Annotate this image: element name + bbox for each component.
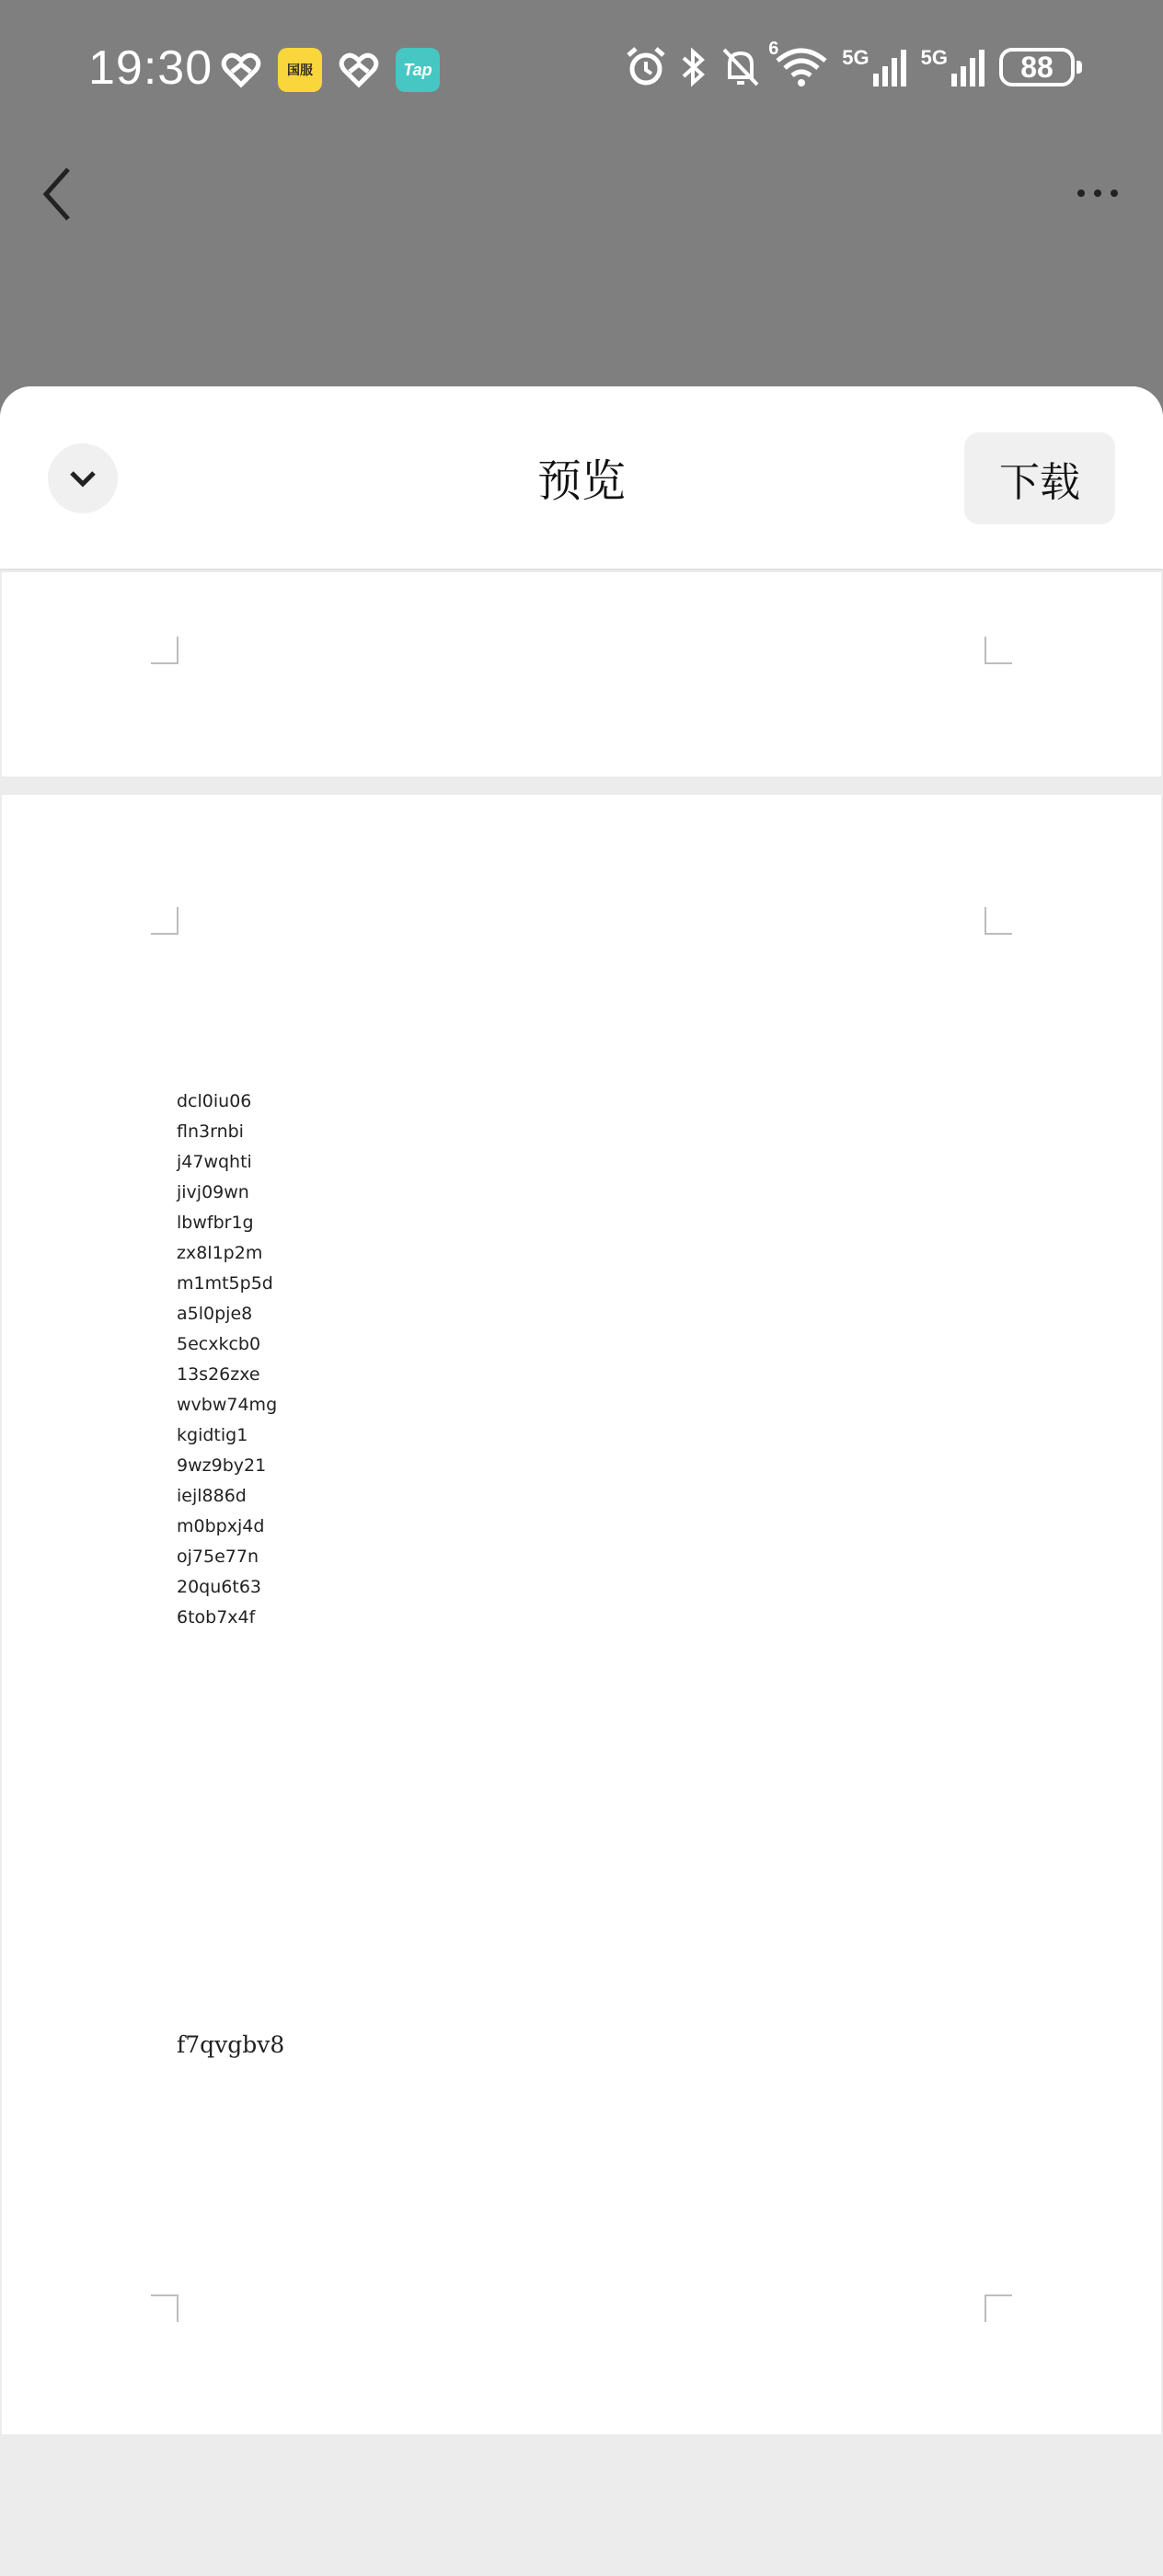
document-text-line: oj75e77n xyxy=(177,1547,259,1567)
wifi-label: 6 xyxy=(768,39,779,59)
crop-mark xyxy=(985,2294,1012,2322)
crop-mark xyxy=(985,907,1012,935)
app-badge-icon: 国服 xyxy=(278,48,322,92)
sheet-header xyxy=(0,386,1163,570)
document-text-line: 9wz9by21 xyxy=(177,1455,267,1476)
status-notification-icons xyxy=(221,48,440,92)
alarm-icon xyxy=(625,46,667,88)
heart-app-icon xyxy=(339,52,379,88)
document-text-line: a5l0pje8 xyxy=(177,1304,253,1324)
document-text-line: kgidtig1 xyxy=(177,1425,248,1445)
document-text-line: f7qvgbv8 xyxy=(177,2031,285,2058)
wifi-icon xyxy=(768,39,829,88)
more-dots-icon xyxy=(1094,190,1101,197)
document-text-line: zx8l1p2m xyxy=(177,1243,263,1263)
more-dots-icon xyxy=(1077,190,1085,197)
document-text-line: dcl0iu06 xyxy=(177,1091,252,1111)
back-button[interactable] xyxy=(33,162,88,226)
chevron-left-icon xyxy=(33,162,88,226)
crop-mark xyxy=(151,2294,178,2322)
network-type-label: 5G xyxy=(842,46,869,69)
document-text-line: 6tob7x4f xyxy=(177,1607,256,1627)
document-text-line: wvbw74mg xyxy=(177,1395,278,1415)
network-type-label: 5G xyxy=(920,46,948,69)
crop-mark xyxy=(151,637,178,664)
document-text-line: lbwfbr1g xyxy=(177,1213,254,1233)
heart-app-icon xyxy=(221,52,261,88)
preview-sheet xyxy=(0,386,1163,2576)
document-text-line: fln3rnbi xyxy=(177,1121,244,1142)
document-page xyxy=(2,572,1161,776)
more-options-button[interactable] xyxy=(1065,175,1130,212)
crop-mark xyxy=(985,637,1012,664)
document-text-line: m1mt5p5d xyxy=(177,1273,273,1294)
bluetooth-icon xyxy=(680,46,708,88)
page-title: 预览 xyxy=(536,455,626,507)
download-button[interactable]: 下载 xyxy=(964,432,1115,524)
battery-icon: 88 xyxy=(999,48,1075,86)
tap-app-icon: Tap xyxy=(396,48,440,92)
document-text-line: 13s26zxe xyxy=(177,1364,260,1385)
document-text-line: iejl886d xyxy=(177,1486,247,1506)
document-text-line: 20qu6t63 xyxy=(177,1577,261,1597)
signal-icon xyxy=(921,46,986,88)
crop-mark xyxy=(151,907,178,935)
bell-muted-icon xyxy=(720,46,761,88)
document-text-line: j47wqhti xyxy=(177,1152,252,1172)
status-time: 19:30 xyxy=(88,41,213,95)
document-page xyxy=(2,795,1161,2434)
signal-icon xyxy=(842,46,907,88)
status-system-icons xyxy=(625,39,1075,88)
status-bar xyxy=(0,0,1163,147)
more-dots-icon xyxy=(1111,190,1118,197)
document-text-line: jivj09wn xyxy=(177,1182,249,1202)
document-text-line: m0bpxj4d xyxy=(177,1516,265,1536)
document-text-line: 5ecxkcb0 xyxy=(177,1334,261,1354)
